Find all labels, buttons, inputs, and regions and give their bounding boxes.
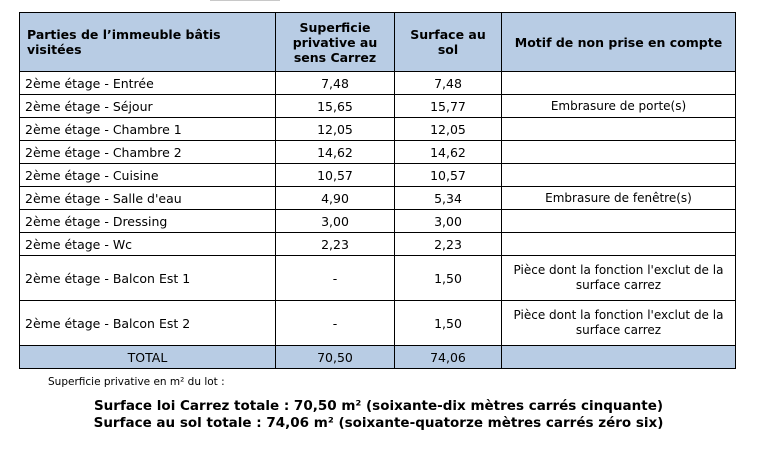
cell-sol: 15,77 [395,95,502,118]
lot-area-note: Superficie privative en m² du lot : [48,376,225,388]
cell-sol: 14,62 [395,141,502,164]
cell-sol: 3,00 [395,210,502,233]
carrez-total-line: Surface loi Carrez totale : 70,50 m² (soixante-dix mètres carrés cinquante) [93,398,664,414]
page-top-divider [210,0,280,4]
cell-part: 2ème étage - Chambre 2 [20,141,276,164]
cell-part: 2ème étage - Chambre 1 [20,118,276,141]
cell-motif [502,164,736,187]
cell-motif: Embrasure de porte(s) [502,95,736,118]
table-row [20,256,736,301]
cell-carrez: 2,23 [276,233,395,256]
cell-part: 2ème étage - Wc [20,233,276,256]
cell-part: 2ème étage - Cuisine [20,164,276,187]
cell-sol: 12,05 [395,118,502,141]
table-row [20,95,736,118]
header-motif: Motif de non prise en compte [502,13,736,72]
table-row [20,210,736,233]
table-row [20,118,736,141]
cell-sol: 2,23 [395,233,502,256]
cell-part: 2ème étage - Balcon Est 1 [20,256,276,301]
cell-part: 2ème étage - Balcon Est 2 [20,301,276,346]
cell-carrez: 10,57 [276,164,395,187]
cell-sol: 5,34 [395,187,502,210]
cell-motif: Pièce dont la fonction l'exclut de la surface carrez [502,256,736,301]
cell-part: 2ème étage - Dressing [20,210,276,233]
cell-sol: 7,48 [395,72,502,95]
cell-motif: Pièce dont la fonction l'exclut de la surface carrez [502,301,736,346]
cell-part: 2ème étage - Séjour [20,95,276,118]
total-label: TOTAL [20,346,276,369]
total-motif [502,346,736,369]
cell-motif: Embrasure de fenêtre(s) [502,187,736,210]
table-row [20,301,736,346]
header-sol: Surface au sol [395,13,502,72]
total-carrez: 70,50 [276,346,395,369]
cell-motif [502,118,736,141]
cell-carrez: 3,00 [276,210,395,233]
cell-sol: 1,50 [395,301,502,346]
cell-part: 2ème étage - Entrée [20,72,276,95]
cell-carrez: 15,65 [276,95,395,118]
cell-carrez: 4,90 [276,187,395,210]
total-sol: 74,06 [395,346,502,369]
cell-sol: 10,57 [395,164,502,187]
cell-motif [502,233,736,256]
table-header-row [20,13,736,72]
table-row [20,187,736,210]
table-row [20,164,736,187]
cell-motif [502,141,736,164]
cell-carrez: 7,48 [276,72,395,95]
total-row [20,346,736,369]
table-row [20,141,736,164]
cell-carrez: 14,62 [276,141,395,164]
header-parts: Parties de l’immeuble bâtis visitées [20,13,276,72]
sol-total-line: Surface au sol totale : 74,06 m² (soixante-quatorze mètres carrés zéro six) [93,415,664,431]
cell-carrez: - [276,301,395,346]
cell-carrez: - [276,256,395,301]
surface-table [19,12,736,369]
table-body [20,72,736,369]
cell-motif [502,210,736,233]
table-row [20,72,736,95]
table-row [20,233,736,256]
header-carrez: Superficie privative au sens Carrez [276,13,395,72]
cell-part: 2ème étage - Salle d'eau [20,187,276,210]
cell-sol: 1,50 [395,256,502,301]
cell-motif [502,72,736,95]
cell-carrez: 12,05 [276,118,395,141]
